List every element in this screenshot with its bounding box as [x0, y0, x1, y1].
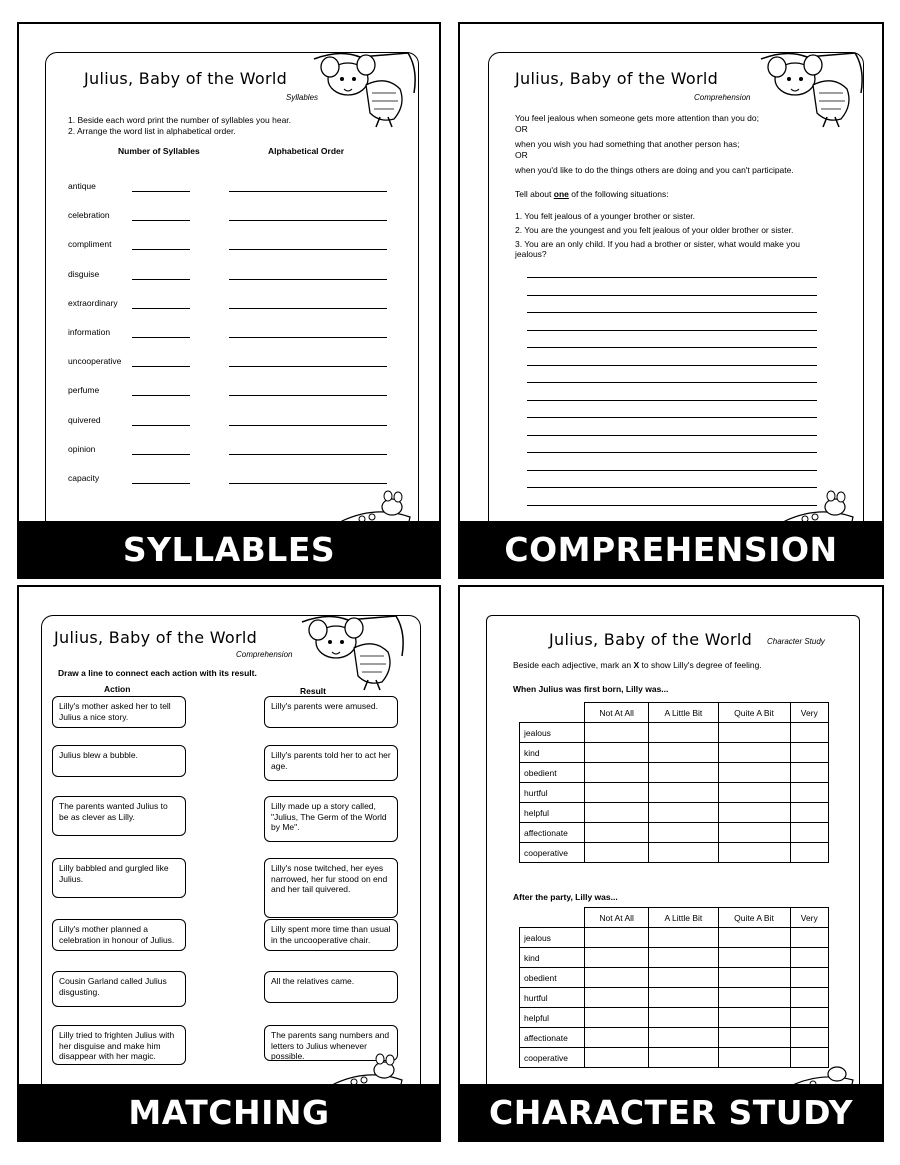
- mark-cell[interactable]: [790, 1028, 828, 1048]
- answer-line[interactable]: [527, 400, 817, 401]
- syllable-count-blank[interactable]: [132, 483, 190, 484]
- instruction-1: 1. Beside each word print the number of syllables you hear.: [68, 115, 292, 125]
- table-row: [520, 803, 829, 823]
- syllable-count-blank[interactable]: [132, 220, 190, 221]
- column-header: A Little Bit: [649, 703, 718, 723]
- mark-cell[interactable]: [718, 948, 790, 968]
- character-instruction: [513, 660, 762, 670]
- table-row: [520, 988, 829, 1008]
- banner-matching: MATCHING: [19, 1084, 439, 1140]
- mark-cell[interactable]: [585, 988, 649, 1008]
- alphabetical-order-blank[interactable]: [229, 366, 387, 367]
- mark-cell[interactable]: [649, 803, 718, 823]
- answer-line[interactable]: [527, 312, 817, 313]
- mark-cell[interactable]: [718, 743, 790, 763]
- word-label: perfume: [68, 385, 100, 396]
- column-header-syllables: Number of Syllables: [118, 146, 200, 156]
- answer-line[interactable]: [527, 277, 817, 278]
- mark-cell[interactable]: [718, 928, 790, 948]
- mark-cell[interactable]: [585, 948, 649, 968]
- adjective-label: cooperative: [520, 1048, 585, 1068]
- prompt: [515, 189, 669, 199]
- mark-cell[interactable]: [718, 823, 790, 843]
- sheet-subtitle: Syllables: [286, 93, 319, 102]
- table-row: [520, 723, 829, 743]
- answer-line[interactable]: [527, 435, 817, 436]
- column-header: Not At All: [585, 908, 649, 928]
- syllable-count-blank[interactable]: [132, 249, 190, 250]
- syllable-count-blank[interactable]: [132, 191, 190, 192]
- table-row: [520, 968, 829, 988]
- adjective-label: obedient: [520, 968, 585, 988]
- alphabetical-order-blank[interactable]: [229, 249, 387, 250]
- syllable-count-blank[interactable]: [132, 279, 190, 280]
- table-row: [520, 928, 829, 948]
- adjective-label: affectionate: [520, 1028, 585, 1048]
- table-row: [520, 743, 829, 763]
- mark-cell[interactable]: [585, 968, 649, 988]
- sheet-title: Julius, Baby of the World: [515, 69, 719, 88]
- situation-3: 3. You are an only child. If you had a brother or sister, what would make you: [515, 239, 800, 249]
- answer-line[interactable]: [527, 330, 817, 331]
- mark-cell[interactable]: [649, 823, 718, 843]
- alphabetical-order-blank[interactable]: [229, 308, 387, 309]
- mark-cell[interactable]: [649, 843, 718, 863]
- mark-cell[interactable]: [649, 783, 718, 803]
- mark-cell[interactable]: [718, 1028, 790, 1048]
- column-header: A Little Bit: [649, 908, 718, 928]
- situation-2: 2. You are the youngest and you felt jealous of your older brother or sister.: [515, 225, 794, 235]
- word-label: capacity: [68, 473, 100, 483]
- answer-line[interactable]: [527, 295, 817, 296]
- mark-cell[interactable]: [790, 843, 828, 863]
- mark-cell[interactable]: [718, 803, 790, 823]
- prompt-before: Tell about: [515, 189, 554, 199]
- mark-cell[interactable]: [790, 988, 828, 1008]
- adjective-label: kind: [520, 948, 585, 968]
- mark-cell[interactable]: [585, 1048, 649, 1068]
- intro-line-2: when you wish you had something that another person has;: [515, 139, 740, 149]
- sheet-title: Julius, Baby of the World: [549, 630, 753, 649]
- word-label: antique: [68, 181, 96, 191]
- word-label: uncooperative: [68, 356, 122, 367]
- mark-cell[interactable]: [790, 968, 828, 988]
- result-box[interactable]: Lilly made up a story called, "Julius, The Germ of the World by Me".: [264, 796, 398, 842]
- intro-or-2: OR: [515, 150, 528, 160]
- mark-cell[interactable]: [790, 948, 828, 968]
- column-header: Quite A Bit: [718, 703, 790, 723]
- mark-cell[interactable]: [585, 743, 649, 763]
- result-box[interactable]: Lilly's nose twitched, her eyes narrowed, her fur stood on end and her tail quivered.: [264, 858, 398, 918]
- syllable-count-blank[interactable]: [132, 425, 190, 426]
- answer-line[interactable]: [527, 452, 817, 453]
- column-header-result: Result: [300, 686, 326, 696]
- table-row: [520, 1048, 829, 1068]
- answer-line[interactable]: [527, 470, 817, 471]
- mark-cell[interactable]: [585, 1008, 649, 1028]
- banner-character-study: CHARACTER STUDY: [460, 1084, 882, 1140]
- instruction-2: 2. Arrange the word list in alphabetical order.: [68, 126, 236, 136]
- table-row: [520, 948, 829, 968]
- word-label: extraordinary: [68, 297, 118, 308]
- result-box[interactable]: The parents sang numbers and letters to Julius whenever possible.: [264, 1025, 398, 1061]
- syllable-count-blank[interactable]: [132, 395, 190, 396]
- mark-cell[interactable]: [790, 803, 828, 823]
- comprehension-panel: [458, 22, 884, 579]
- mark-cell[interactable]: [790, 1008, 828, 1028]
- result-box[interactable]: Lilly's parents told her to act her age.: [264, 745, 398, 781]
- intro-line-1: You feel jealous when someone gets more attention than you do;: [515, 113, 759, 123]
- intro-line-3: when you'd like to do the things others are doing and you can't participate.: [515, 165, 794, 175]
- alphabetical-order-blank[interactable]: [229, 279, 387, 280]
- mark-cell[interactable]: [585, 823, 649, 843]
- alphabetical-order-blank[interactable]: [229, 220, 387, 221]
- mark-cell[interactable]: [585, 843, 649, 863]
- table-row: [520, 763, 829, 783]
- intro-or-1: OR: [515, 124, 528, 134]
- mark-cell[interactable]: [790, 763, 828, 783]
- mark-cell[interactable]: [790, 823, 828, 843]
- mark-cell[interactable]: [585, 723, 649, 743]
- action-box[interactable]: Cousin Garland called Julius disgusting.: [52, 971, 186, 1007]
- mark-cell[interactable]: [649, 948, 718, 968]
- mark-cell[interactable]: [790, 723, 828, 743]
- alphabetical-order-blank[interactable]: [229, 191, 387, 192]
- mark-cell[interactable]: [790, 928, 828, 948]
- adjective-label: helpful: [520, 803, 585, 823]
- sheet-title: Julius, Baby of the World: [84, 69, 288, 88]
- mark-cell[interactable]: [585, 928, 649, 948]
- syllable-count-blank[interactable]: [132, 308, 190, 309]
- alphabetical-order-blank[interactable]: [229, 483, 387, 484]
- mark-cell[interactable]: [649, 1048, 718, 1068]
- situation-1: 1. You felt jealous of a younger brother or sister.: [515, 211, 696, 221]
- mark-cell[interactable]: [649, 723, 718, 743]
- adjective-label: affectionate: [520, 823, 585, 843]
- instruction-emphasis: X: [633, 660, 640, 670]
- result-box[interactable]: Lilly spent more time than usual in the uncooperative chair.: [264, 919, 398, 951]
- mark-cell[interactable]: [718, 723, 790, 743]
- mouse-illustration-icon: [757, 49, 869, 131]
- action-box[interactable]: Lilly babbled and gurgled like Julius.: [52, 858, 186, 898]
- result-box[interactable]: All the relatives came.: [264, 971, 398, 1003]
- action-box[interactable]: Lilly's mother asked her to tell Julius a nice story.: [52, 696, 186, 728]
- table-corner: [520, 908, 585, 928]
- word-label: celebration: [68, 210, 110, 221]
- banner-comprehension: COMPREHENSION: [460, 521, 882, 577]
- alphabetical-order-blank[interactable]: [229, 395, 387, 396]
- adjective-label: hurtful: [520, 988, 585, 1008]
- adjective-label: helpful: [520, 1008, 585, 1028]
- adjective-label: jealous: [520, 723, 585, 743]
- mouse-illustration-icon: [298, 612, 410, 694]
- feelings-table-after-party: [519, 907, 829, 1068]
- answer-line[interactable]: [527, 417, 817, 418]
- word-label: disguise: [68, 268, 100, 279]
- syllable-count-blank[interactable]: [132, 454, 190, 455]
- table-row: [520, 823, 829, 843]
- syllables-sheet: [45, 52, 419, 533]
- action-box[interactable]: The parents wanted Julius to be as clever as Lilly.: [52, 796, 186, 836]
- instruction-before: Beside each adjective, mark an: [513, 660, 634, 670]
- action-box[interactable]: Lilly's mother planned a celebration in honour of Julius.: [52, 919, 186, 951]
- column-header: Quite A Bit: [718, 908, 790, 928]
- word-label: quivered: [68, 414, 101, 425]
- feelings-table-first-born: [519, 702, 829, 863]
- answer-line[interactable]: [527, 365, 817, 366]
- prompt-emphasis: one: [553, 189, 569, 199]
- column-header-action: Action: [104, 684, 131, 694]
- mark-cell[interactable]: [718, 968, 790, 988]
- mark-cell[interactable]: [649, 763, 718, 783]
- mark-cell[interactable]: [585, 803, 649, 823]
- mark-cell[interactable]: [718, 1008, 790, 1028]
- adjective-label: kind: [520, 743, 585, 763]
- section-1-heading: When Julius was first born, Lilly was...: [513, 684, 669, 694]
- action-box[interactable]: Lilly tried to frighten Julius with her disguise and make him disappear with her magic.: [52, 1025, 186, 1065]
- result-box[interactable]: Lilly's parents were amused.: [264, 696, 398, 728]
- alphabetical-order-blank[interactable]: [229, 337, 387, 338]
- mark-cell[interactable]: [718, 1048, 790, 1068]
- alphabetical-order-blank[interactable]: [229, 454, 387, 455]
- syllables-panel: [17, 22, 441, 579]
- table-row: [520, 843, 829, 863]
- adjective-label: hurtful: [520, 783, 585, 803]
- answer-line[interactable]: [527, 347, 817, 348]
- banner-syllables: SYLLABLES: [19, 521, 439, 577]
- sheet-subtitle: Comprehension: [694, 93, 751, 102]
- prompt-after: of the following situations:: [568, 189, 669, 199]
- mark-cell[interactable]: [649, 928, 718, 948]
- mouse-illustration-icon: [310, 49, 422, 131]
- sheet-subtitle: Comprehension: [236, 650, 293, 659]
- mark-cell[interactable]: [718, 988, 790, 1008]
- comprehension-sheet: [488, 52, 864, 533]
- answer-line[interactable]: [527, 382, 817, 383]
- table-row: [520, 1028, 829, 1048]
- adjective-label: obedient: [520, 763, 585, 783]
- column-header: Very: [790, 908, 828, 928]
- character-study-panel: [458, 585, 884, 1142]
- syllable-count-blank[interactable]: [132, 337, 190, 338]
- mark-cell[interactable]: [649, 1008, 718, 1028]
- syllable-count-blank[interactable]: [132, 366, 190, 367]
- mark-cell[interactable]: [649, 743, 718, 763]
- table-corner: [520, 703, 585, 723]
- mark-cell[interactable]: [718, 783, 790, 803]
- instruction-after: to show Lilly's degree of feeling.: [639, 660, 762, 670]
- mark-cell[interactable]: [649, 1028, 718, 1048]
- column-header: Not At All: [585, 703, 649, 723]
- sheet-subtitle: Character Study: [767, 637, 825, 646]
- mark-cell[interactable]: [790, 783, 828, 803]
- column-header-alphabetical: Alphabetical Order: [268, 146, 345, 156]
- matching-instruction: Draw a line to connect each action with its result.: [58, 668, 257, 678]
- answer-line[interactable]: [527, 487, 817, 488]
- character-study-sheet: [486, 615, 860, 1096]
- situation-3-cont: jealous?: [515, 249, 547, 259]
- mark-cell[interactable]: [585, 1028, 649, 1048]
- adjective-label: jealous: [520, 928, 585, 948]
- matching-panel: [17, 585, 441, 1142]
- table-row: [520, 1008, 829, 1028]
- section-2-heading: After the party, Lilly was...: [513, 892, 618, 902]
- word-label: opinion: [68, 443, 96, 454]
- alphabetical-order-blank[interactable]: [229, 425, 387, 426]
- sheet-title: Julius, Baby of the World: [54, 628, 258, 647]
- mark-cell[interactable]: [649, 988, 718, 1008]
- mark-cell[interactable]: [585, 783, 649, 803]
- column-header: Very: [790, 703, 828, 723]
- action-box[interactable]: Julius blew a bubble.: [52, 745, 186, 777]
- word-label: information: [68, 327, 111, 337]
- mark-cell[interactable]: [790, 743, 828, 763]
- mark-cell[interactable]: [585, 763, 649, 783]
- word-label: compliment: [68, 239, 112, 250]
- matching-sheet: [41, 615, 421, 1096]
- mark-cell[interactable]: [718, 763, 790, 783]
- mark-cell[interactable]: [718, 843, 790, 863]
- adjective-label: cooperative: [520, 843, 585, 863]
- answer-line[interactable]: [527, 505, 817, 506]
- table-row: [520, 783, 829, 803]
- mark-cell[interactable]: [649, 968, 718, 988]
